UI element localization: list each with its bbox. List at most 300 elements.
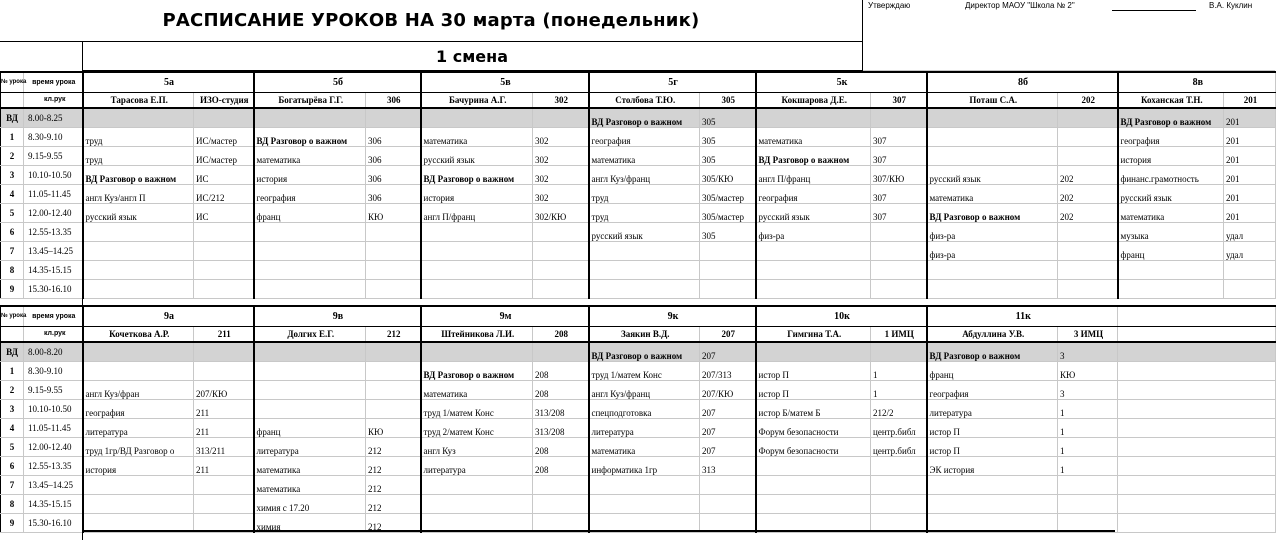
room-cell[interactable] (194, 241, 254, 260)
subject-cell[interactable] (254, 361, 366, 380)
room-cell[interactable] (366, 222, 421, 241)
room-cell[interactable]: 211 (194, 418, 254, 437)
subject-cell[interactable] (589, 241, 700, 260)
room-cell[interactable]: 201 (1224, 108, 1276, 127)
subject-cell[interactable] (83, 108, 194, 127)
room-cell[interactable]: 313/211 (194, 437, 254, 456)
subject-cell[interactable]: Форум безопасности (756, 437, 871, 456)
room-cell[interactable] (1058, 108, 1118, 127)
lesson-time[interactable]: 12.55-13.35 (24, 222, 83, 241)
lesson-time[interactable]: 15.30-16.10 (24, 279, 83, 298)
empty-cell[interactable] (1118, 380, 1276, 399)
room-cell[interactable]: 1 (1058, 456, 1118, 475)
subject-cell[interactable]: химия (254, 513, 366, 532)
subject-cell[interactable] (927, 146, 1058, 165)
room-cell[interactable] (871, 241, 927, 260)
room-cell[interactable]: 1 (1058, 437, 1118, 456)
room-cell[interactable] (366, 380, 421, 399)
subject-cell[interactable]: ВД Разговор о важном (927, 203, 1058, 222)
room-cell[interactable] (871, 494, 927, 513)
home-room[interactable]: 207 (700, 326, 756, 342)
room-cell[interactable] (366, 260, 421, 279)
room-cell[interactable] (871, 279, 927, 298)
lesson-time[interactable]: 10.10-10.50 (24, 165, 83, 184)
room-cell[interactable]: 302 (533, 165, 589, 184)
room-cell[interactable] (366, 241, 421, 260)
room-cell[interactable] (1058, 241, 1118, 260)
class-header-5а[interactable]: 5а (83, 72, 254, 92)
room-cell[interactable]: 305 (700, 222, 756, 241)
lesson-time[interactable]: 12.00-12.40 (24, 437, 83, 456)
subject-cell[interactable] (927, 279, 1058, 298)
empty-cell[interactable] (1118, 513, 1276, 532)
room-cell[interactable]: 305/мастер (700, 203, 756, 222)
subject-cell[interactable]: русский язык (421, 146, 533, 165)
room-cell[interactable] (533, 108, 589, 127)
room-cell[interactable]: центр.библ (871, 437, 927, 456)
room-cell[interactable]: центр.библ (871, 418, 927, 437)
subject-cell[interactable]: математика (254, 146, 366, 165)
subject-cell[interactable]: химия с 17.20 (254, 494, 366, 513)
room-cell[interactable]: 208 (533, 437, 589, 456)
room-cell[interactable]: 305/КЮ (700, 165, 756, 184)
class-teacher-name[interactable]: Коханская Т.Н. (1118, 92, 1224, 108)
subject-cell[interactable] (254, 108, 366, 127)
class-teacher-name[interactable]: Абдуллина У.В. (927, 326, 1058, 342)
subject-cell[interactable] (83, 279, 194, 298)
subject-cell[interactable]: истор Б/матем Б (756, 399, 871, 418)
subject-cell[interactable] (927, 494, 1058, 513)
room-cell[interactable]: 208 (533, 361, 589, 380)
subject-cell[interactable] (254, 380, 366, 399)
subject-cell[interactable] (927, 260, 1058, 279)
lesson-time[interactable]: 8.00-8.25 (24, 108, 83, 127)
room-cell[interactable] (194, 342, 254, 361)
room-cell[interactable]: 201 (1224, 184, 1276, 203)
class-header-10к[interactable]: 10к (756, 306, 927, 326)
room-cell[interactable] (366, 108, 421, 127)
lesson-time[interactable]: 12.55-13.35 (24, 456, 83, 475)
lesson-number[interactable]: 5 (1, 203, 24, 222)
subject-cell[interactable]: ВД Разговор о важном (927, 342, 1058, 361)
class-teacher-name[interactable]: Кокшарова Д.Е. (756, 92, 871, 108)
subject-cell[interactable]: труд (589, 184, 700, 203)
subject-cell[interactable] (589, 494, 700, 513)
class-header-8в[interactable]: 8в (1118, 72, 1276, 92)
room-cell[interactable] (1058, 279, 1118, 298)
lesson-time[interactable]: 14.35-15.15 (24, 494, 83, 513)
lesson-number[interactable]: 8 (1, 260, 24, 279)
lesson-time[interactable]: 12.00-12.40 (24, 203, 83, 222)
room-cell[interactable]: 305 (700, 108, 756, 127)
home-room[interactable]: 306 (366, 92, 421, 108)
class-header-11к[interactable]: 11к (927, 306, 1118, 326)
class-teacher-label[interactable]: кл.рук (24, 92, 83, 108)
room-cell[interactable] (194, 361, 254, 380)
subject-cell[interactable]: ЭК история (927, 456, 1058, 475)
subject-cell[interactable]: русский язык (83, 203, 194, 222)
subject-cell[interactable]: труд 1гр/ВД Разговор о (83, 437, 194, 456)
room-cell[interactable] (871, 456, 927, 475)
room-cell[interactable]: 3 (1058, 342, 1118, 361)
class-teacher-label[interactable]: кл.рук (24, 326, 83, 342)
empty-cell[interactable] (1118, 494, 1276, 513)
room-cell[interactable]: ИС (194, 203, 254, 222)
subject-cell[interactable]: география (927, 380, 1058, 399)
subject-cell[interactable]: ВД Разговор о важном (421, 165, 533, 184)
subject-cell[interactable] (756, 456, 871, 475)
room-cell[interactable]: 207/КЮ (700, 380, 756, 399)
empty-cell[interactable] (1118, 418, 1276, 437)
room-cell[interactable] (700, 260, 756, 279)
subject-cell[interactable]: география (589, 127, 700, 146)
class-teacher-name[interactable]: Заякин В.Д. (589, 326, 700, 342)
room-cell[interactable] (1058, 475, 1118, 494)
class-teacher-name[interactable]: Кочеткова А.Р. (83, 326, 194, 342)
subject-cell[interactable]: русский язык (589, 222, 700, 241)
room-cell[interactable]: удал (1224, 222, 1276, 241)
room-cell[interactable]: 306 (366, 146, 421, 165)
room-cell[interactable] (533, 279, 589, 298)
lesson-time[interactable]: 10.10-10.50 (24, 399, 83, 418)
subject-cell[interactable] (756, 494, 871, 513)
empty-cell[interactable] (1118, 306, 1276, 326)
subject-cell[interactable]: труд (83, 127, 194, 146)
subject-cell[interactable] (589, 279, 700, 298)
empty-cell[interactable] (863, 42, 1275, 71)
room-cell[interactable]: 208 (533, 456, 589, 475)
room-cell[interactable]: 202 (1058, 184, 1118, 203)
room-cell[interactable]: 313 (700, 456, 756, 475)
subject-cell[interactable]: англ Куз (421, 437, 533, 456)
subject-cell[interactable] (83, 241, 194, 260)
room-cell[interactable] (1058, 127, 1118, 146)
room-cell[interactable] (1224, 279, 1276, 298)
class-teacher-name[interactable]: Штейникова Л.И. (421, 326, 533, 342)
class-teacher-name[interactable]: Тарасова Е.П. (83, 92, 194, 108)
room-cell[interactable] (194, 279, 254, 298)
subject-cell[interactable] (254, 260, 366, 279)
lesson-number[interactable]: 6 (1, 456, 24, 475)
subject-cell[interactable]: англ Куз/франц (589, 165, 700, 184)
subject-cell[interactable]: истор П (756, 361, 871, 380)
class-teacher-name[interactable]: Гимгина Т.А. (756, 326, 871, 342)
room-cell[interactable]: КЮ (1058, 361, 1118, 380)
room-cell[interactable]: 207 (700, 342, 756, 361)
subject-cell[interactable]: математика (254, 475, 366, 494)
home-room[interactable]: ИЗО-студия (194, 92, 254, 108)
subject-cell[interactable] (421, 108, 533, 127)
lesson-number[interactable]: 8 (1, 494, 24, 513)
room-cell[interactable]: 208 (533, 380, 589, 399)
room-cell[interactable]: 306 (366, 165, 421, 184)
lesson-number[interactable]: 7 (1, 475, 24, 494)
lesson-time[interactable]: 9.15-9.55 (24, 146, 83, 165)
lesson-number[interactable]: ВД (1, 108, 24, 127)
lesson-time[interactable]: 13.45–14.25 (24, 475, 83, 494)
room-cell[interactable] (194, 260, 254, 279)
room-cell[interactable]: КЮ (366, 418, 421, 437)
class-header-5г[interactable]: 5г (589, 72, 756, 92)
subject-cell[interactable] (254, 222, 366, 241)
lesson-number-header[interactable]: № урока (1, 72, 24, 92)
subject-cell[interactable]: труд (83, 146, 194, 165)
subject-cell[interactable]: русский язык (756, 203, 871, 222)
room-cell[interactable]: 212 (366, 513, 421, 532)
room-cell[interactable]: 307 (871, 203, 927, 222)
class-header-9а[interactable]: 9а (83, 306, 254, 326)
empty-cell[interactable] (1118, 475, 1276, 494)
lesson-number[interactable]: 2 (1, 380, 24, 399)
room-cell[interactable]: 207/КЮ (194, 380, 254, 399)
subject-cell[interactable]: англ П/франц (421, 203, 533, 222)
lesson-number[interactable]: 9 (1, 279, 24, 298)
room-cell[interactable] (533, 260, 589, 279)
room-cell[interactable]: 1 (871, 380, 927, 399)
subject-cell[interactable]: математика (254, 456, 366, 475)
room-cell[interactable] (1058, 146, 1118, 165)
room-cell[interactable]: 212 (366, 494, 421, 513)
subject-cell[interactable] (756, 260, 871, 279)
subject-cell[interactable]: русский язык (1118, 184, 1224, 203)
subject-cell[interactable]: ВД Разговор о важном (1118, 108, 1224, 127)
empty-cell[interactable] (1118, 399, 1276, 418)
room-cell[interactable]: 302 (533, 184, 589, 203)
lesson-number[interactable]: 7 (1, 241, 24, 260)
subject-cell[interactable] (83, 222, 194, 241)
class-teacher-name[interactable]: Поташ С.А. (927, 92, 1058, 108)
room-cell[interactable]: 201 (1224, 203, 1276, 222)
title-cell[interactable] (0, 0, 863, 42)
home-room[interactable]: 208 (533, 326, 589, 342)
room-cell[interactable]: 207 (700, 418, 756, 437)
subject-cell[interactable]: труд 1/матем Конс (589, 361, 700, 380)
subject-cell[interactable] (421, 222, 533, 241)
room-cell[interactable] (1058, 494, 1118, 513)
lesson-time-header[interactable]: время урока (24, 306, 83, 326)
subject-cell[interactable]: ВД Разговор о важном (589, 342, 700, 361)
room-cell[interactable]: 305 (700, 127, 756, 146)
room-cell[interactable] (871, 260, 927, 279)
subject-cell[interactable]: география (83, 399, 194, 418)
subject-cell[interactable]: математика (927, 184, 1058, 203)
lesson-number[interactable]: ВД (1, 342, 24, 361)
empty-cell[interactable] (1118, 326, 1276, 342)
subject-cell[interactable] (83, 361, 194, 380)
room-cell[interactable]: 1 (1058, 399, 1118, 418)
room-cell[interactable] (366, 361, 421, 380)
subject-cell[interactable]: история (421, 184, 533, 203)
subject-cell[interactable]: литература (421, 456, 533, 475)
room-cell[interactable]: удал (1224, 241, 1276, 260)
subject-cell[interactable]: история (1118, 146, 1224, 165)
room-cell[interactable]: 3 (1058, 380, 1118, 399)
room-cell[interactable]: 212 (366, 475, 421, 494)
subject-cell[interactable]: ВД Разговор о важном (421, 361, 533, 380)
room-cell[interactable]: ИС/мастер (194, 127, 254, 146)
lesson-number[interactable]: 4 (1, 418, 24, 437)
subject-cell[interactable] (589, 260, 700, 279)
class-teacher-name[interactable]: Столбова Т.Ю. (589, 92, 700, 108)
subject-cell[interactable]: франц (254, 203, 366, 222)
subject-cell[interactable] (254, 399, 366, 418)
room-cell[interactable]: 307 (871, 127, 927, 146)
lesson-time[interactable]: 11.05-11.45 (24, 184, 83, 203)
lesson-time[interactable]: 15.30-16.10 (24, 513, 83, 532)
room-cell[interactable] (533, 475, 589, 494)
room-cell[interactable]: 201 (1224, 165, 1276, 184)
class-teacher-name[interactable]: Бачурина А.Г. (421, 92, 533, 108)
subject-cell[interactable] (1118, 279, 1224, 298)
room-cell[interactable]: ИС/мастер (194, 146, 254, 165)
room-cell[interactable] (700, 279, 756, 298)
home-room[interactable]: 1 ИМЦ (871, 326, 927, 342)
room-cell[interactable]: 202 (1058, 203, 1118, 222)
subject-cell[interactable]: физ-ра (756, 222, 871, 241)
subject-cell[interactable]: математика (756, 127, 871, 146)
room-cell[interactable]: 302 (533, 146, 589, 165)
subject-cell[interactable]: Форум безопасности (756, 418, 871, 437)
lesson-time[interactable]: 8.00-8.20 (24, 342, 83, 361)
empty-cell[interactable] (1118, 361, 1276, 380)
subject-cell[interactable]: литература (927, 399, 1058, 418)
subject-cell[interactable]: труд 2/матем Конс (421, 418, 533, 437)
home-room[interactable]: 307 (871, 92, 927, 108)
room-cell[interactable]: 207/313 (700, 361, 756, 380)
room-cell[interactable] (700, 475, 756, 494)
room-cell[interactable] (533, 241, 589, 260)
class-header-5б[interactable]: 5б (254, 72, 421, 92)
subject-cell[interactable]: труд (589, 203, 700, 222)
room-cell[interactable]: 1 (1058, 418, 1118, 437)
lesson-time[interactable]: 8.30-9.10 (24, 127, 83, 146)
lesson-number[interactable]: 6 (1, 222, 24, 241)
room-cell[interactable] (366, 342, 421, 361)
room-cell[interactable]: 202 (1058, 165, 1118, 184)
room-cell[interactable]: 211 (194, 456, 254, 475)
subject-cell[interactable]: истор П (756, 380, 871, 399)
subject-cell[interactable] (589, 475, 700, 494)
subject-cell[interactable] (421, 260, 533, 279)
room-cell[interactable]: ИС (194, 165, 254, 184)
lesson-number[interactable]: 5 (1, 437, 24, 456)
subject-cell[interactable]: спецподготовка (589, 399, 700, 418)
room-cell[interactable] (366, 399, 421, 418)
subject-cell[interactable]: франц (254, 418, 366, 437)
subject-cell[interactable] (83, 342, 194, 361)
subject-cell[interactable]: история (254, 165, 366, 184)
room-cell[interactable] (194, 108, 254, 127)
room-cell[interactable] (366, 279, 421, 298)
subject-cell[interactable]: финанс.грамотность (1118, 165, 1224, 184)
class-teacher-name[interactable]: Долгих Е.Г. (254, 326, 366, 342)
subject-cell[interactable]: география (1118, 127, 1224, 146)
room-cell[interactable] (1058, 222, 1118, 241)
empty-cell[interactable] (1, 326, 24, 342)
home-room[interactable]: 3 ИМЦ (1058, 326, 1118, 342)
room-cell[interactable]: 201 (1224, 146, 1276, 165)
subject-cell[interactable] (756, 279, 871, 298)
subject-cell[interactable]: истор П (927, 437, 1058, 456)
lesson-number[interactable]: 3 (1, 165, 24, 184)
empty-cell[interactable] (1, 92, 24, 108)
subject-cell[interactable] (83, 494, 194, 513)
subject-cell[interactable]: истор П (927, 418, 1058, 437)
subject-cell[interactable]: ВД Разговор о важном (589, 108, 700, 127)
subject-cell[interactable]: информатика 1гр (589, 456, 700, 475)
home-room[interactable]: 305 (700, 92, 756, 108)
room-cell[interactable]: 212 (366, 456, 421, 475)
home-room[interactable]: 302 (533, 92, 589, 108)
room-cell[interactable]: 313/208 (533, 418, 589, 437)
subject-cell[interactable]: география (254, 184, 366, 203)
subject-cell[interactable]: англ П/франц (756, 165, 871, 184)
room-cell[interactable]: 307/КЮ (871, 165, 927, 184)
room-cell[interactable] (871, 475, 927, 494)
subject-cell[interactable] (756, 108, 871, 127)
subject-cell[interactable]: труд 1/матем Конс (421, 399, 533, 418)
class-header-9в[interactable]: 9в (254, 306, 421, 326)
subject-cell[interactable] (927, 475, 1058, 494)
room-cell[interactable]: 212/2 (871, 399, 927, 418)
lesson-time-header[interactable]: время урока (24, 72, 83, 92)
empty-cell[interactable] (1118, 342, 1276, 361)
room-cell[interactable]: 211 (194, 399, 254, 418)
room-cell[interactable]: 307 (871, 184, 927, 203)
subject-cell[interactable]: физ-ра (927, 241, 1058, 260)
class-teacher-name[interactable]: Богатырёва Г.Г. (254, 92, 366, 108)
subject-cell[interactable]: ВД Разговор о важном (254, 127, 366, 146)
empty-cell[interactable] (1118, 456, 1276, 475)
subject-cell[interactable]: музыка (1118, 222, 1224, 241)
home-room[interactable]: 201 (1224, 92, 1276, 108)
home-room[interactable]: 212 (366, 326, 421, 342)
class-header-9м[interactable]: 9м (421, 306, 589, 326)
subject-cell[interactable]: ВД Разговор о важном (756, 146, 871, 165)
class-header-8б[interactable]: 8б (927, 72, 1118, 92)
room-cell[interactable] (871, 108, 927, 127)
subject-cell[interactable] (756, 241, 871, 260)
subject-cell[interactable]: история (83, 456, 194, 475)
subject-cell[interactable] (421, 279, 533, 298)
subject-cell[interactable] (254, 241, 366, 260)
home-room[interactable]: 211 (194, 326, 254, 342)
lesson-number[interactable]: 1 (1, 127, 24, 146)
subject-cell[interactable] (421, 342, 533, 361)
subject-cell[interactable]: франц (927, 361, 1058, 380)
lesson-number[interactable]: 3 (1, 399, 24, 418)
class-header-5в[interactable]: 5в (421, 72, 589, 92)
subject-cell[interactable]: математика (421, 127, 533, 146)
subject-cell[interactable]: франц (1118, 241, 1224, 260)
class-header-9к[interactable]: 9к (589, 306, 756, 326)
room-cell[interactable]: 305/мастер (700, 184, 756, 203)
room-cell[interactable]: 212 (366, 437, 421, 456)
subject-cell[interactable]: русский язык (927, 165, 1058, 184)
room-cell[interactable]: 306 (366, 184, 421, 203)
room-cell[interactable]: 1 (871, 361, 927, 380)
room-cell[interactable]: 313/208 (533, 399, 589, 418)
room-cell[interactable]: 207 (700, 437, 756, 456)
lesson-time[interactable]: 14.35-15.15 (24, 260, 83, 279)
room-cell[interactable]: КЮ (366, 203, 421, 222)
lesson-time[interactable]: 8.30-9.10 (24, 361, 83, 380)
subject-cell[interactable] (927, 108, 1058, 127)
lesson-number-header[interactable]: № урока (1, 306, 24, 326)
subject-cell[interactable]: англ Куз/фран (83, 380, 194, 399)
room-cell[interactable] (871, 342, 927, 361)
subject-cell[interactable]: англ Куз/франц (589, 380, 700, 399)
